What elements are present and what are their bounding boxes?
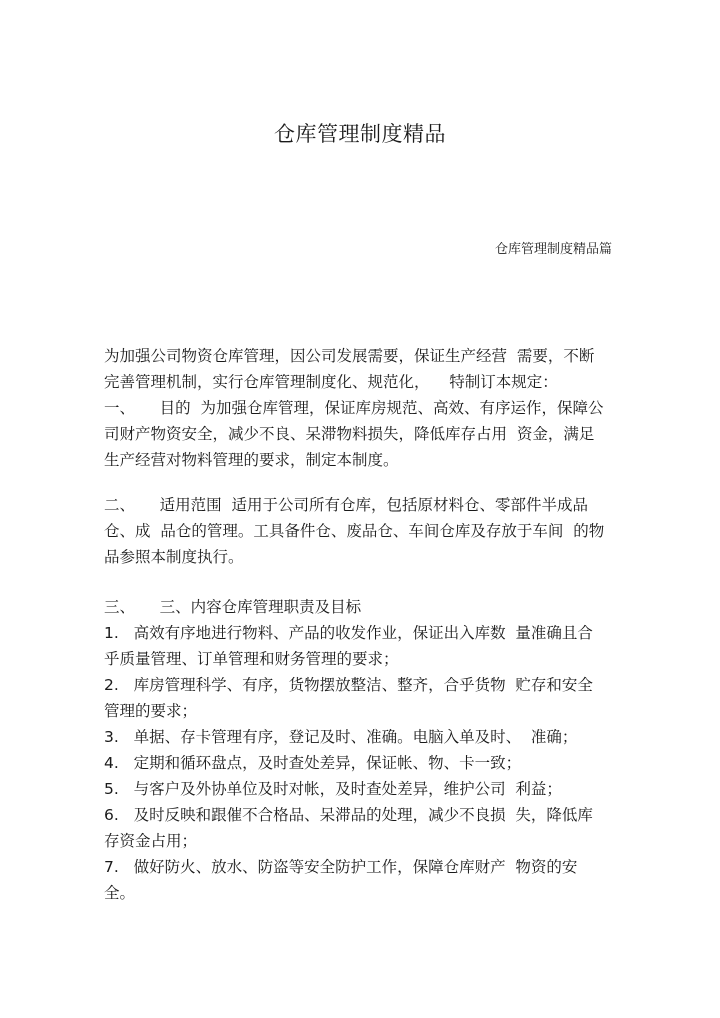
text-line: 完善管理机制，实行仓库管理制度化、规范化， 特制订本规定：	[104, 373, 558, 391]
text-line: 二、 适用范围 适用于公司所有仓库，包括原材料仓、零部件半成品	[104, 496, 588, 514]
document-subtitle: 仓库管理制度精品篇	[494, 242, 612, 257]
list-item: 7. 做好防火、放水、防盗等安全防护工作，保障仓库财产 物资的安	[104, 858, 578, 876]
text-line: 品参照本制度执行。	[104, 548, 244, 566]
list-item: 6. 及时反映和跟催不合格品、呆滞品的处理，减少不良损 失，降低库	[104, 806, 593, 824]
list-item: 3. 单据、存卡管理有序，登记及时、准确。电脑入单及时、 准确；	[104, 728, 578, 746]
text-line: 为加强公司物资仓库管理，因公司发展需要，保证生产经营 需要，不断	[104, 347, 595, 365]
intro-paragraph	[104, 343, 609, 395]
list-item: 1. 高效有序地进行物料、产品的收发作业，保证出入库数 量准确且合	[104, 624, 593, 642]
text-line: 仓、成 品仓的管理。工具备件仓、废品仓、车间仓库及存放于车间 的物	[104, 522, 605, 540]
text-line: 生产经营对物料管理的要求，制定本制度。	[104, 451, 399, 469]
text-line: 一、 目的 为加强仓库管理，保证库房规范、高效、有序运作，保障公	[104, 399, 604, 417]
list-item: 2. 库房管理科学、有序，货物摆放整洁、整齐，合乎货物 贮存和安全	[104, 676, 593, 694]
section-scope	[104, 492, 609, 570]
list-item: 5. 与客户及外协单位及时对帐，及时查处差异，维护公司 利益；	[104, 780, 562, 798]
section-heading: 三、 三、内容仓库管理职责及目标	[104, 598, 362, 616]
section-duties	[104, 594, 609, 906]
section-purpose	[104, 395, 609, 473]
list-item: 存资金占用；	[104, 832, 198, 850]
list-item: 4. 定期和循环盘点，及时查处差异，保证帐、物、卡一致；	[104, 754, 522, 772]
list-item: 全。	[104, 884, 136, 902]
text-line: 司财产物资安全，减少不良、呆滞物料损失，降低库存占用 资金，满足	[104, 425, 595, 443]
document-title: 仓库管理制度精品	[274, 122, 446, 146]
list-item: 管理的要求；	[104, 702, 198, 720]
list-item: 乎质量管理、订单管理和财务管理的要求；	[104, 650, 399, 668]
